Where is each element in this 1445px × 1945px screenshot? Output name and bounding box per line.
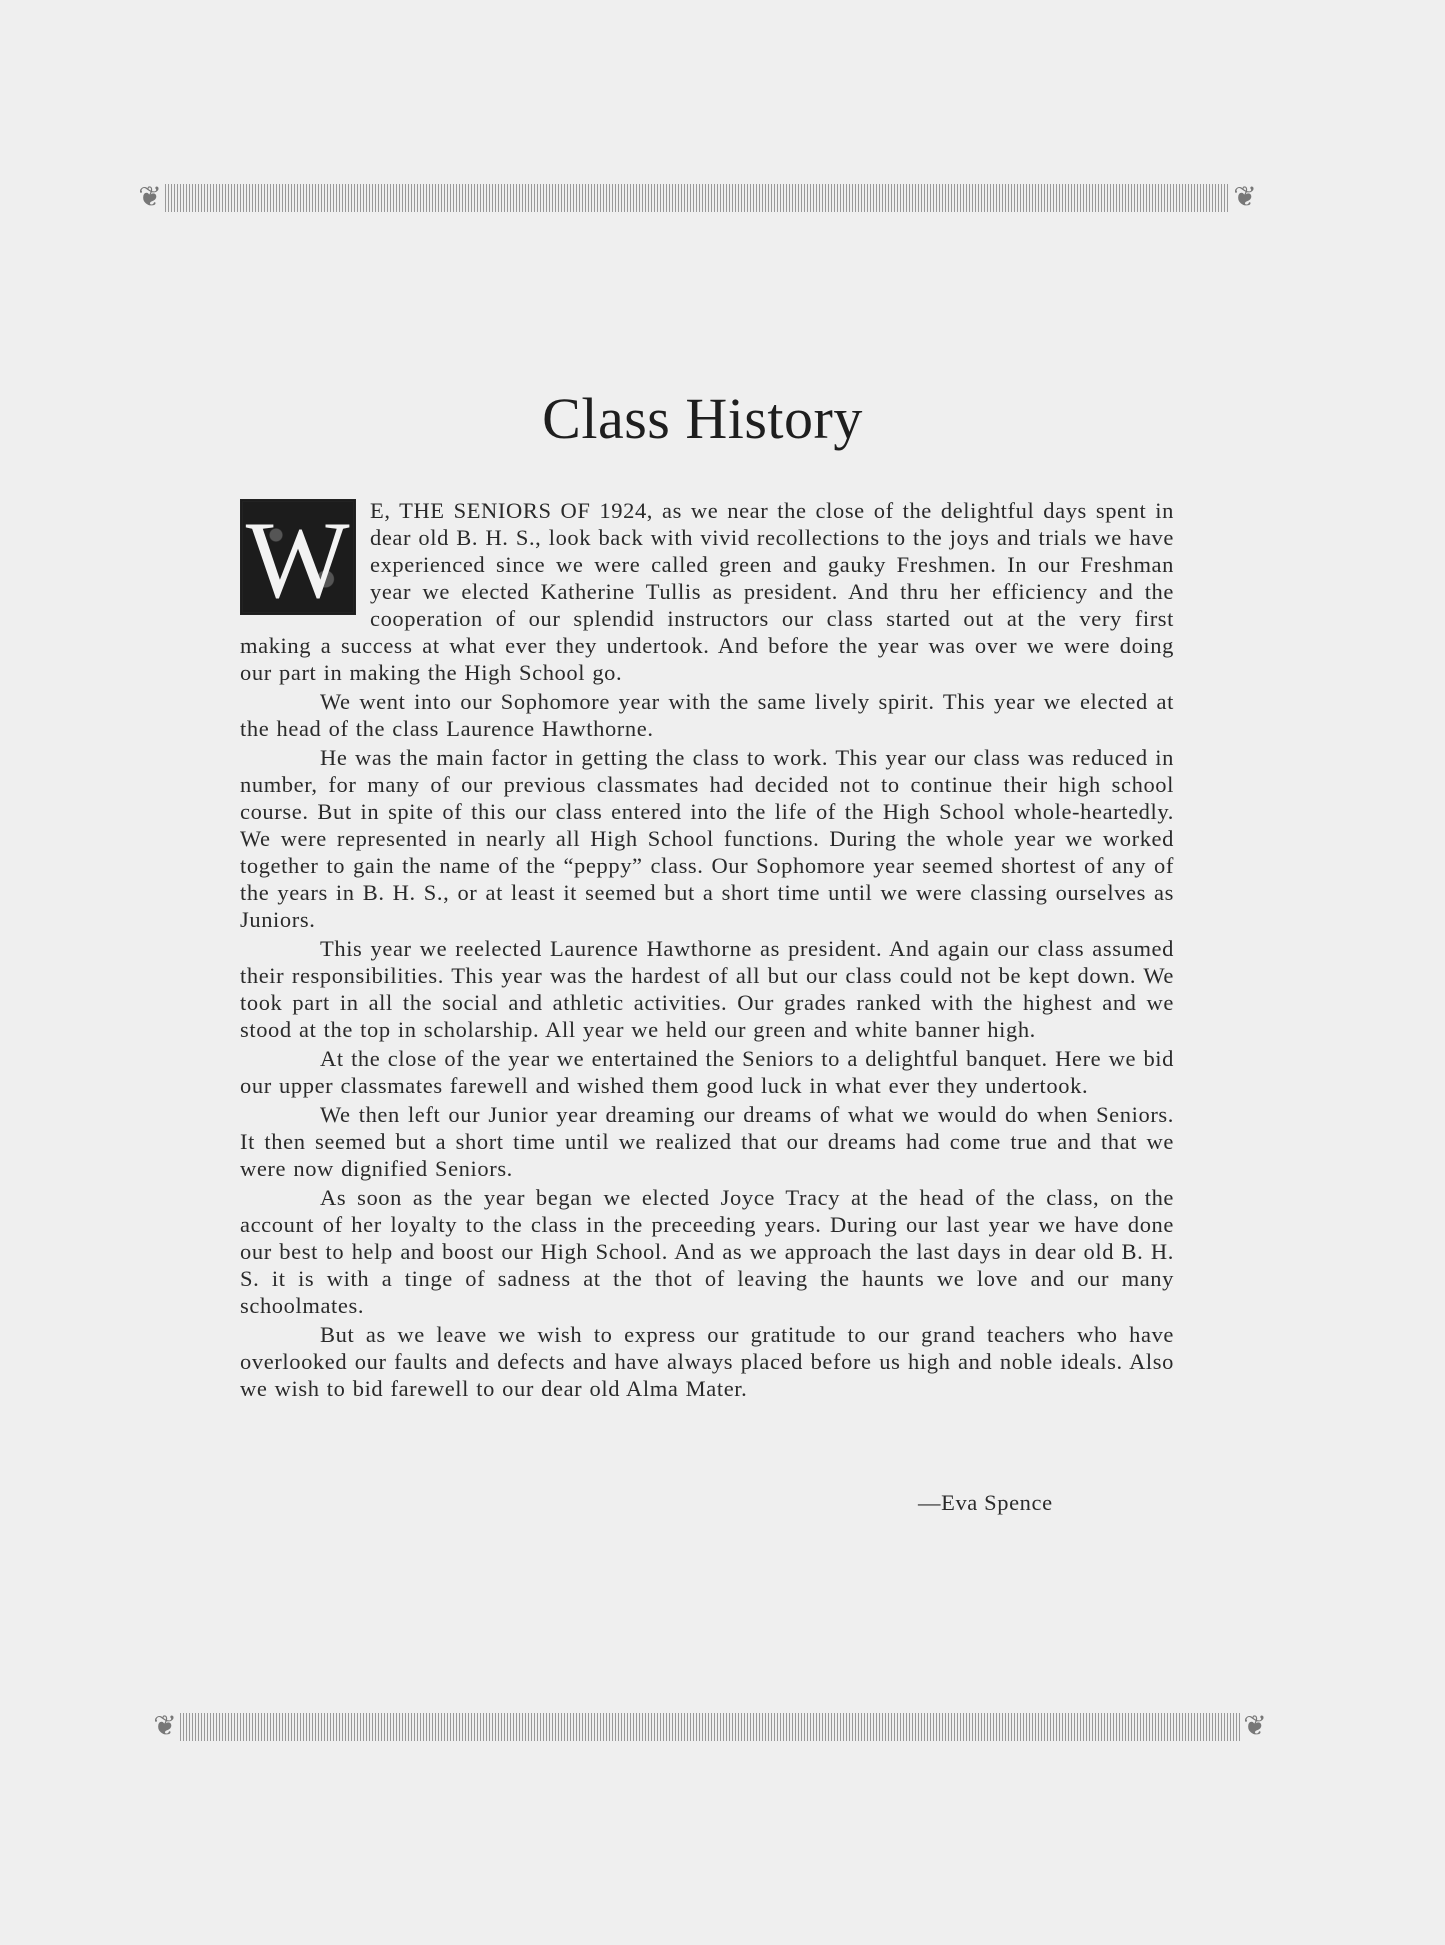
palmette-ornament-icon: ❦ xyxy=(153,1711,177,1742)
paragraph-text: E, THE SENIORS OF 1924, as we near the close of the delightful days spent in dear old B. H. S., look back with vivid recollections to the joys and trials we have experienced since we were called green and gauky Freshmen. In our Freshman year we elected Katherine Tullis as president. And thru her efficiency and the cooperation of our splendid instructors our class started out at the very first making a success at what ever they undertook. And before the year was over we were doing our part in making the High School go. xyxy=(240,498,1174,685)
paragraph: We then left our Junior year dreaming our dreams of what we would do when Seniors. It then seemed but a short time until we realized that our dreams had come true and that we were now dignified Seniors. xyxy=(240,1102,1174,1181)
paragraph xyxy=(240,497,1174,686)
paragraph: This year we reelected Laurence Hawthorne as president. And again our class assumed their responsibilities. This year was the hardest of all but our class could not be kept down. We took part in all the social and athletic activities. Our grades ranked with the highest and we stood at the top in scholarship. All year we held our green and white banner high. xyxy=(240,936,1174,1042)
paragraph: We went into our Sophomore year with the same lively spirit. This year we elected at the head of the class Laurence Hawthorne. xyxy=(240,689,1174,741)
page-title: Class History xyxy=(542,386,863,451)
article-body xyxy=(240,497,1174,1404)
top-ornamental-rule xyxy=(135,183,1260,213)
bottom-ornamental-rule xyxy=(150,1712,1270,1742)
paragraph: At the close of the year we entertained the Seniors to a delightful banquet. Here we bid our upper classmates farewell and wished them good luck in what ever they undertook. xyxy=(240,1046,1174,1098)
striped-rule xyxy=(180,1713,1240,1741)
paragraph: As soon as the year began we elected Joyce Tracy at the head of the class, on the account of her loyalty to the class in the preceeding years. During our last year we have done our best to help and boost our High School. And as we approach the last days in dear old B. H. S. it is with a tinge of sadness at the thot of leaving the haunts we love and our many schoolmates. xyxy=(240,1185,1174,1318)
striped-rule xyxy=(165,184,1230,212)
illuminated-drop-cap: W xyxy=(240,499,356,615)
palmette-ornament-icon: ❦ xyxy=(1243,1711,1267,1742)
palmette-ornament-icon: ❦ xyxy=(138,182,162,213)
paragraph: But as we leave we wish to express our gratitude to our grand teachers who have overlooked our faults and defects and have always placed before us high and noble ideals. Also we wish to bid farewell to our dear old Alma Mater. xyxy=(240,1322,1174,1401)
author-signature: —Eva Spence xyxy=(918,1490,1053,1515)
paragraph: He was the main factor in getting the class to work. This year our class was reduced in number, for many of our previous classmates had decided not to continue their high school course. But in spite of this our class entered into the life of the High School whole-heartedly. We were represented in nearly all High School functions. During the whole year we worked together to gain the name of the “peppy” class. Our Sophomore year seemed shortest of any of the years in B. H. S., or at least it seemed but a short time until we were classing ourselves as Juniors. xyxy=(240,745,1174,932)
palmette-ornament-icon: ❦ xyxy=(1233,182,1257,213)
